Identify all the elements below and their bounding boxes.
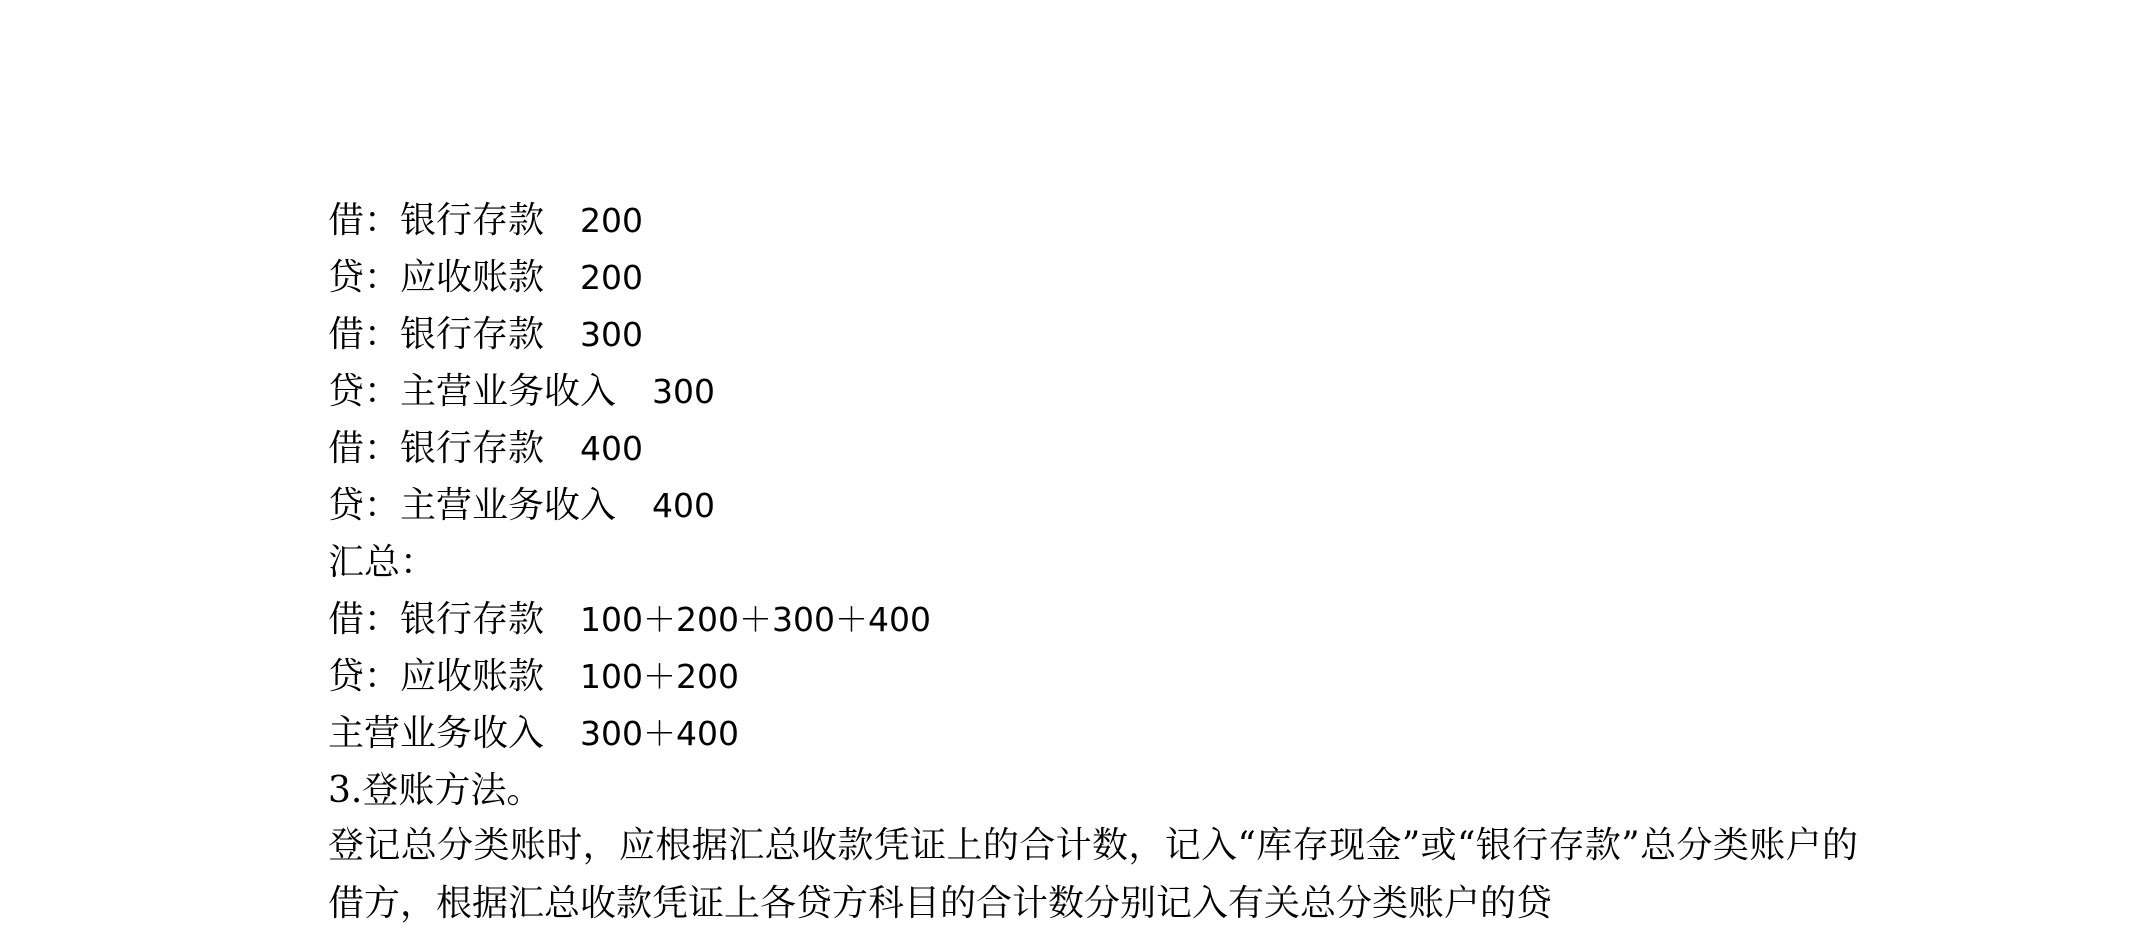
entry-amount: 300＋400 [580,714,739,753]
entry-amount: 100＋200 [580,657,739,696]
section-heading [328,762,1988,819]
entry-amount: 100＋200＋300＋400 [580,600,931,639]
entry-amount: 300 [652,372,716,411]
entry-label: 主营业务收入 [328,713,545,754]
entry-label: 借：银行存款 [328,200,545,241]
entry-line [328,363,1988,420]
entry-label: 汇总： [328,542,437,583]
entry-amount: 200 [580,201,644,240]
entry-line [328,705,1988,762]
entry-line [328,420,1988,477]
entry-label: 贷：应收账款 [328,656,545,697]
entry-amount: 300 [580,315,644,354]
journal-entries [328,192,1988,819]
entry-label: 借：银行存款 [328,428,545,469]
entry-label: 3.登账方法。 [328,770,543,811]
entry-line [328,249,1988,306]
entry-label: 借：银行存款 [328,599,545,640]
entry-amount: 400 [652,486,716,525]
entry-line [328,477,1988,534]
entry-label: 贷：主营业务收入 [328,485,617,526]
body-paragraph: 登记总分类账时，应根据汇总收款凭证上的合计数，记入“库存现金”或“银行存款”总分类账户的借方，根据汇总收款凭证上各贷方科目的合计数分别记入有关总分类账户的贷 [328,825,1858,924]
entry-amount: 200 [580,258,644,297]
entry-line [328,648,1988,705]
entry-line [328,306,1988,363]
summary-heading [328,534,1988,591]
entry-amount: 400 [580,429,644,468]
entry-line [328,192,1988,249]
entry-line [328,591,1988,648]
entry-label: 贷：应收账款 [328,257,545,298]
entry-label: 贷：主营业务收入 [328,371,617,412]
entry-label: 借：银行存款 [328,314,545,355]
